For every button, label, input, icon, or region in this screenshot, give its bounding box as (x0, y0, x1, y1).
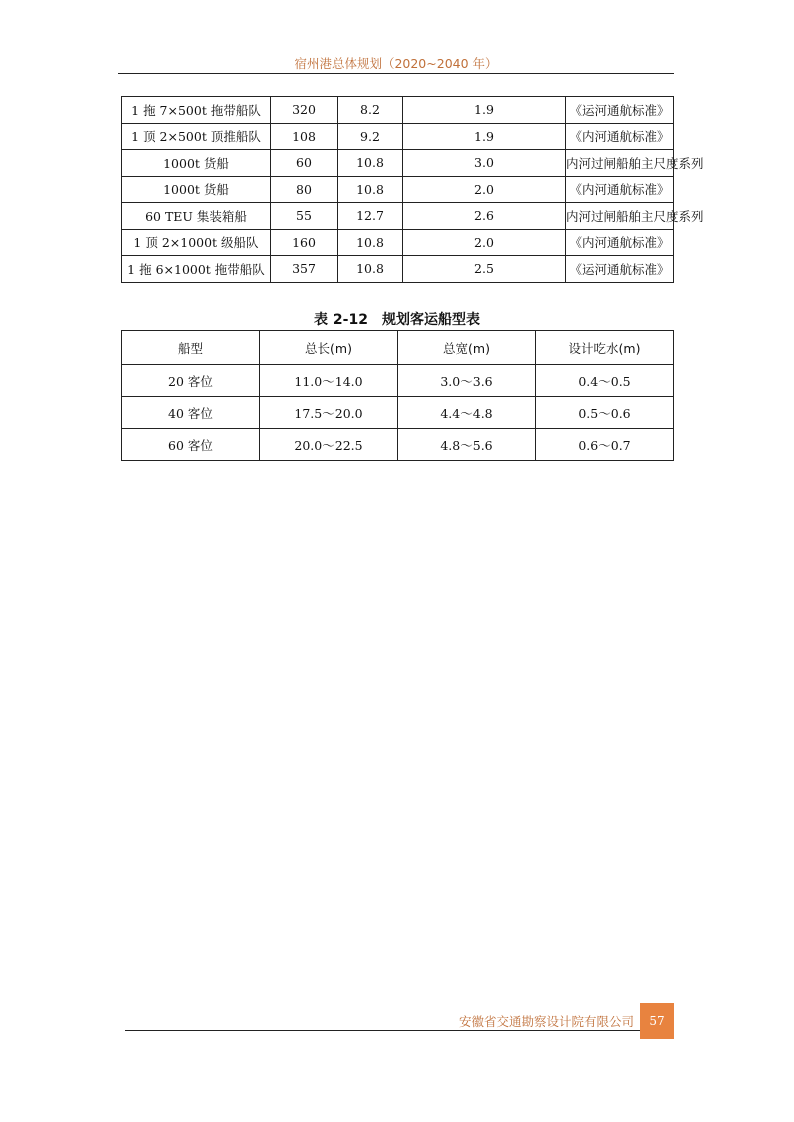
table-cell: 60 (271, 150, 338, 177)
column-header: 船型 (122, 331, 260, 365)
table-cell: 《内河通航标准》 (566, 176, 674, 203)
table-cell: 17.5～20.0 (260, 397, 398, 429)
passenger-ship-table (121, 330, 674, 461)
table-cell: 10.8 (338, 229, 403, 256)
table-cell: 内河过闸船舶主尺度系列 (566, 150, 674, 177)
table-cell: 《内河通航标准》 (566, 229, 674, 256)
table-cell: 55 (271, 203, 338, 230)
table-cell: 0.6～0.7 (536, 429, 674, 461)
table-row (122, 123, 674, 150)
cargo-ship-table (121, 96, 704, 283)
table-cell: 1.9 (403, 97, 566, 124)
table-cell: 3.0～3.6 (398, 365, 536, 397)
table-cell: 内河过闸船舶主尺度系列 (566, 203, 674, 230)
header-divider (118, 73, 674, 74)
table-cell: 1000t 货船 (122, 150, 271, 177)
table-cell: 40 客位 (122, 397, 260, 429)
table-cell: 0.4～0.5 (536, 365, 674, 397)
table-caption: 表 2-12 规划客运船型表 (314, 312, 480, 328)
table-cell: 1 顶 2×500t 顶推船队 (122, 123, 271, 150)
table-cell: 60 TEU 集装箱船 (122, 203, 271, 230)
table-cell: 12.7 (338, 203, 403, 230)
table-cell: 1 拖 6×1000t 拖带船队 (122, 256, 271, 283)
table-cell: 4.8～5.6 (398, 429, 536, 461)
table-cell: 60 客位 (122, 429, 260, 461)
column-header: 总长(m) (260, 331, 398, 365)
table-header-row (122, 331, 674, 365)
table-cell: 3.0 (403, 150, 566, 177)
table-cell: 1 顶 2×1000t 级船队 (122, 229, 271, 256)
table-row (122, 97, 674, 124)
table-cell: 160 (271, 229, 338, 256)
page-number-badge: 57 (640, 1003, 674, 1039)
table-row (122, 203, 674, 230)
table-cell: 20 客位 (122, 365, 260, 397)
footer-divider (125, 1030, 640, 1031)
table-cell: 9.2 (338, 123, 403, 150)
table-row (122, 150, 674, 177)
table-cell: 10.8 (338, 256, 403, 283)
table-cell: 10.8 (338, 176, 403, 203)
table-cell: 0.5～0.6 (536, 397, 674, 429)
table-row (122, 229, 674, 256)
table-row (122, 429, 674, 461)
table-cell: 《运河通航标准》 (566, 97, 674, 124)
table-row (122, 365, 674, 397)
table-row (122, 397, 674, 429)
table-cell: 2.0 (403, 229, 566, 256)
table-cell: 《运河通航标准》 (566, 256, 674, 283)
table-cell: 80 (271, 176, 338, 203)
table-cell: 11.0～14.0 (260, 365, 398, 397)
table-cell: 1 拖 7×500t 拖带船队 (122, 97, 271, 124)
table-cell: 2.0 (403, 176, 566, 203)
table-cell: 1.9 (403, 123, 566, 150)
column-header: 总宽(m) (398, 331, 536, 365)
table-cell: 《内河通航标准》 (566, 123, 674, 150)
table-cell: 4.4～4.8 (398, 397, 536, 429)
table-cell: 8.2 (338, 97, 403, 124)
table-cell: 357 (271, 256, 338, 283)
header-title: 宿州港总体规划（2020~2040 年） (294, 56, 498, 71)
table-cell: 20.0～22.5 (260, 429, 398, 461)
table-row (122, 256, 674, 283)
table-row (122, 176, 674, 203)
column-header: 设计吃水(m) (536, 331, 674, 365)
table-cell: 1000t 货船 (122, 176, 271, 203)
table-cell: 2.5 (403, 256, 566, 283)
table-cell: 320 (271, 97, 338, 124)
table-cell: 2.6 (403, 203, 566, 230)
footer-company-name: 安徽省交通勘察设计院有限公司 (458, 1014, 634, 1029)
table-cell: 10.8 (338, 150, 403, 177)
table-cell: 108 (271, 123, 338, 150)
